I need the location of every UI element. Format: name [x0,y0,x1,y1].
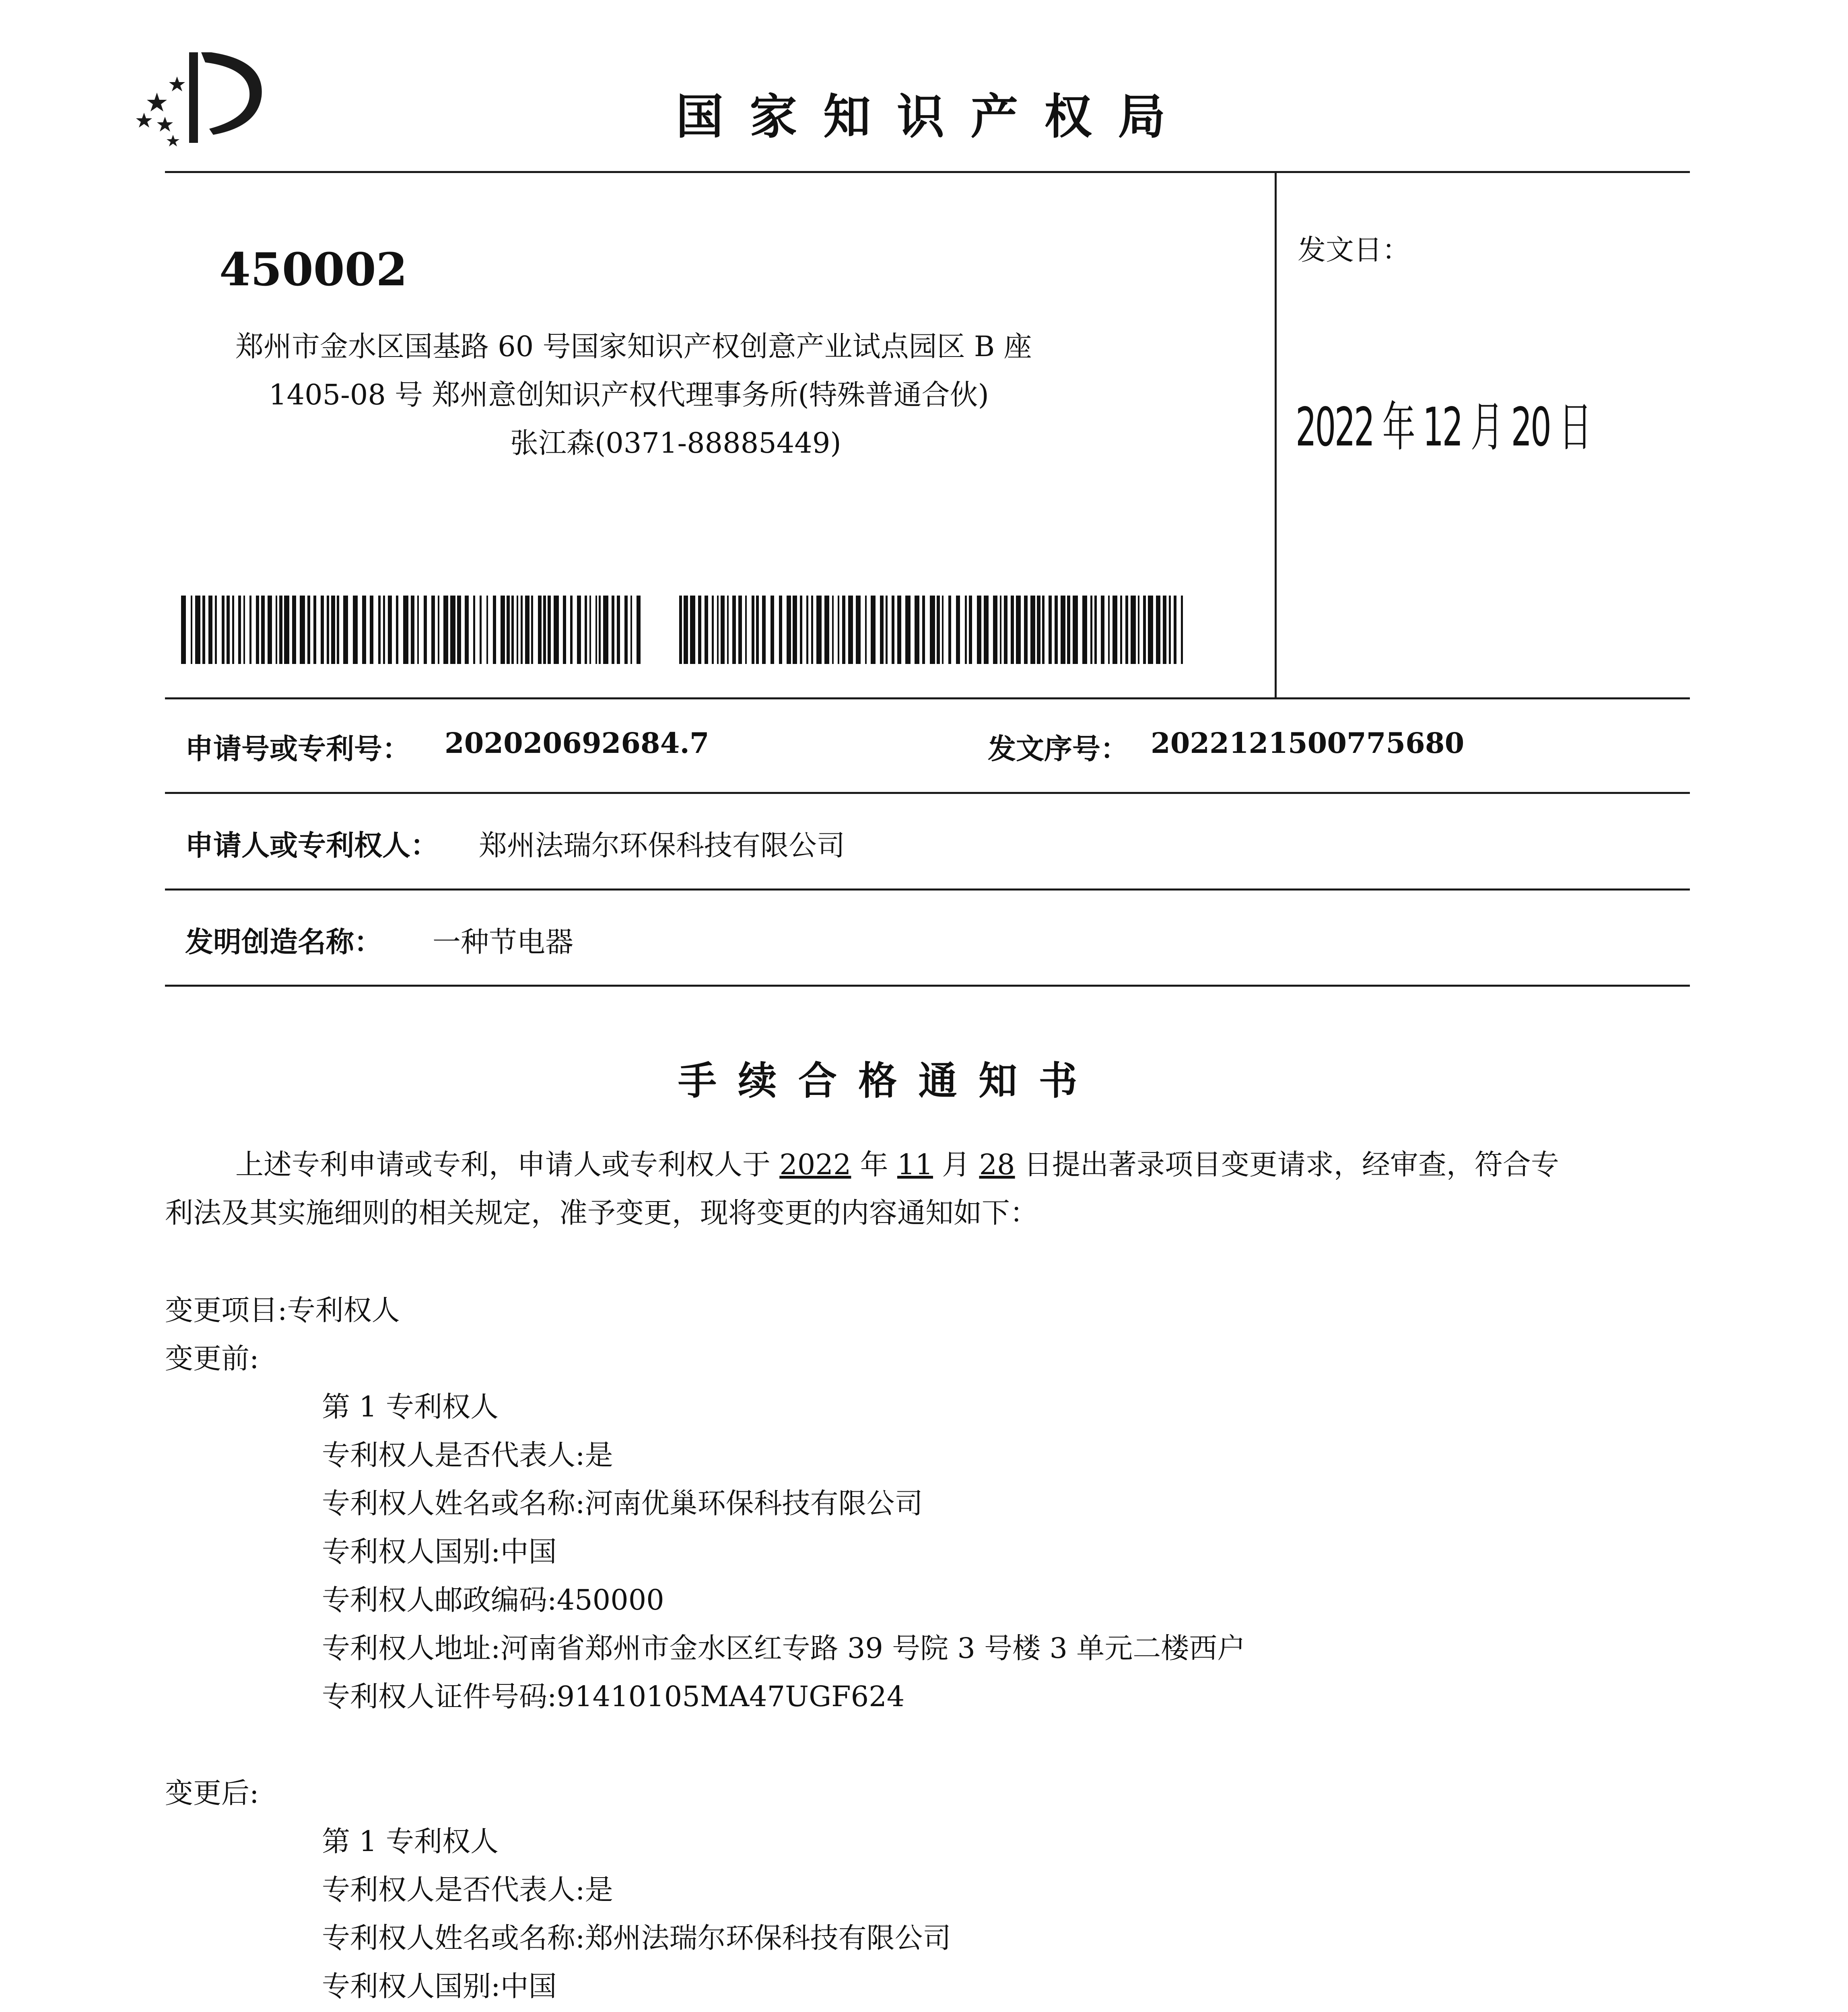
intro-year: 2022 [779,1148,851,1181]
row-divider-1 [165,792,1690,794]
invention-title: 一种节电器 [433,926,573,959]
applicant-name: 郑州法瑞尔环保科技有限公司 [479,829,845,862]
recipient-address-line2: 1405-08 号 郑州意创知识产权代理事务所(特殊普通合伙) [269,378,989,411]
recipient-contact: 张江森(0371-88885449) [510,427,841,460]
intro-text-a: 上述专利申请或专利，申请人或专利权人于 [235,1148,780,1181]
issue-date-label: 发文日： [1298,233,1410,266]
after-line: 专利权人是否代表人:是 [322,1873,613,1906]
barcode-left [181,596,643,664]
intro-text-b: 年 [851,1148,897,1181]
intro-line1 [235,1142,1559,1183]
issue-date-value: 2022 年 12 月 20 日 [1296,396,1590,458]
row-divider-3 [165,985,1690,987]
cnipa-logo [133,44,282,149]
date-divider [1275,171,1277,698]
before-line: 专利权人证件号码:91410105MA47UGF624 [322,1680,905,1713]
recipient-address-line1: 郑州市金水区国基路 60 号国家知识产权创意产业试点园区 B 座 [235,330,1032,363]
application-no-label: 申请号或专利号： [185,732,410,765]
change1-item: 变更项目:专利权人 [165,1294,400,1327]
intro-text-c: 月 [933,1148,979,1181]
before-line: 专利权人邮政编码:450000 [322,1583,664,1616]
intro-text-d: 日提出著录项目变更请求，经审查，符合专 [1015,1148,1559,1181]
after-line: 专利权人国别:中国 [322,1970,557,2003]
before-line: 第 1 专利权人 [322,1390,499,1423]
change1-before-label: 变更前: [165,1342,259,1375]
before-line: 专利权人地址:河南省郑州市金水区红专路 39 号院 3 号楼 3 单元二楼西户 [322,1632,1246,1665]
serial-no: 2022121500775680 [1151,726,1465,760]
after-line: 第 1 专利权人 [322,1825,499,1858]
address-block-divider [165,697,1690,699]
change1-after-label: 变更后: [165,1777,259,1810]
before-line: 专利权人姓名或名称:河南优巢环保科技有限公司 [322,1487,923,1520]
applicant-label: 申请人或专利权人： [185,829,439,862]
invention-label: 发明创造名称： [185,925,382,959]
after-line: 专利权人姓名或名称:郑州法瑞尔环保科技有限公司 [322,1921,951,1954]
before-line: 专利权人国别:中国 [322,1535,557,1568]
office-name: 国 家 知 识 产 权 局 [676,89,1170,144]
intro-line2: 利法及其实施细则的相关规定，准予变更，现将变更的内容通知如下： [165,1196,1038,1229]
barcode-right [679,596,1187,664]
row-divider-2 [165,888,1690,891]
recipient-postcode: 450002 [219,243,408,296]
application-no: 202020692684.7 [445,726,709,760]
notice-title: 手 续 合 格 通 知 书 [678,1058,1082,1103]
intro-day: 28 [979,1148,1015,1181]
header-divider [165,171,1690,173]
serial-label: 发文序号： [988,732,1129,765]
before-line: 专利权人是否代表人:是 [322,1439,613,1472]
intro-month: 11 [897,1148,933,1181]
